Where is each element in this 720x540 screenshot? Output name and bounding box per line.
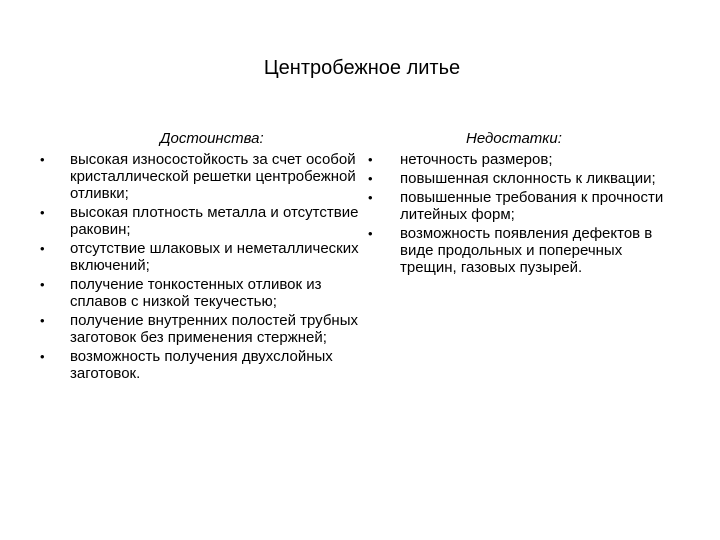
disadvantages-column (368, 130, 678, 278)
advantage-text: получение тонкостенных отливок из сплавов с низкой текучестью; (70, 276, 322, 310)
list-item (40, 312, 360, 346)
bullet-icon: • (40, 277, 45, 292)
bullet-icon: • (368, 226, 373, 241)
bullet-icon: • (40, 349, 45, 364)
bullet-icon: • (40, 241, 45, 256)
bullet-icon: • (40, 205, 45, 220)
list-item (368, 170, 678, 187)
disadvantages-list (368, 151, 678, 276)
advantage-text: получение внутренних полостей трубных заготовок без применения стержней; (70, 312, 358, 346)
list-item (40, 348, 360, 382)
bullet-icon: • (368, 152, 373, 167)
bullet-icon: • (40, 313, 45, 328)
disadvantage-text: повышенная склонность к ликвации; (400, 170, 656, 187)
list-item (40, 151, 360, 202)
advantages-heading: Достоинства: (160, 130, 264, 147)
slide-title-text: Центробежное литье (263, 57, 461, 79)
advantage-text: высокая износостойкость за счет особой кристаллической решетки центробежной отливки; (70, 151, 356, 202)
list-item (368, 189, 678, 223)
list-item (40, 204, 360, 238)
list-item (368, 225, 678, 276)
disadvantage-text: неточность размеров; (400, 151, 553, 168)
advantage-text: возможность получения двухслойных заготовок. (70, 348, 333, 382)
bullet-icon: • (368, 171, 373, 186)
advantage-text: отсутствие шлаковых и неметаллических включений; (70, 240, 359, 274)
slide-title (0, 54, 720, 82)
list-item (40, 276, 360, 310)
disadvantages-heading: Недостатки: (466, 130, 562, 147)
disadvantage-text: возможность появления дефектов в виде продольных и поперечных трещин, газовых пузырей. (400, 225, 653, 276)
disadvantage-text: повышенные требования к прочности литейных форм; (400, 189, 664, 223)
list-item (368, 151, 678, 168)
advantages-column (40, 130, 360, 384)
bullet-icon: • (368, 190, 373, 205)
advantages-list (40, 151, 360, 382)
advantage-text: высокая плотность металла и отсутствие раковин; (70, 204, 359, 238)
list-item (40, 240, 360, 274)
bullet-icon: • (40, 152, 45, 167)
